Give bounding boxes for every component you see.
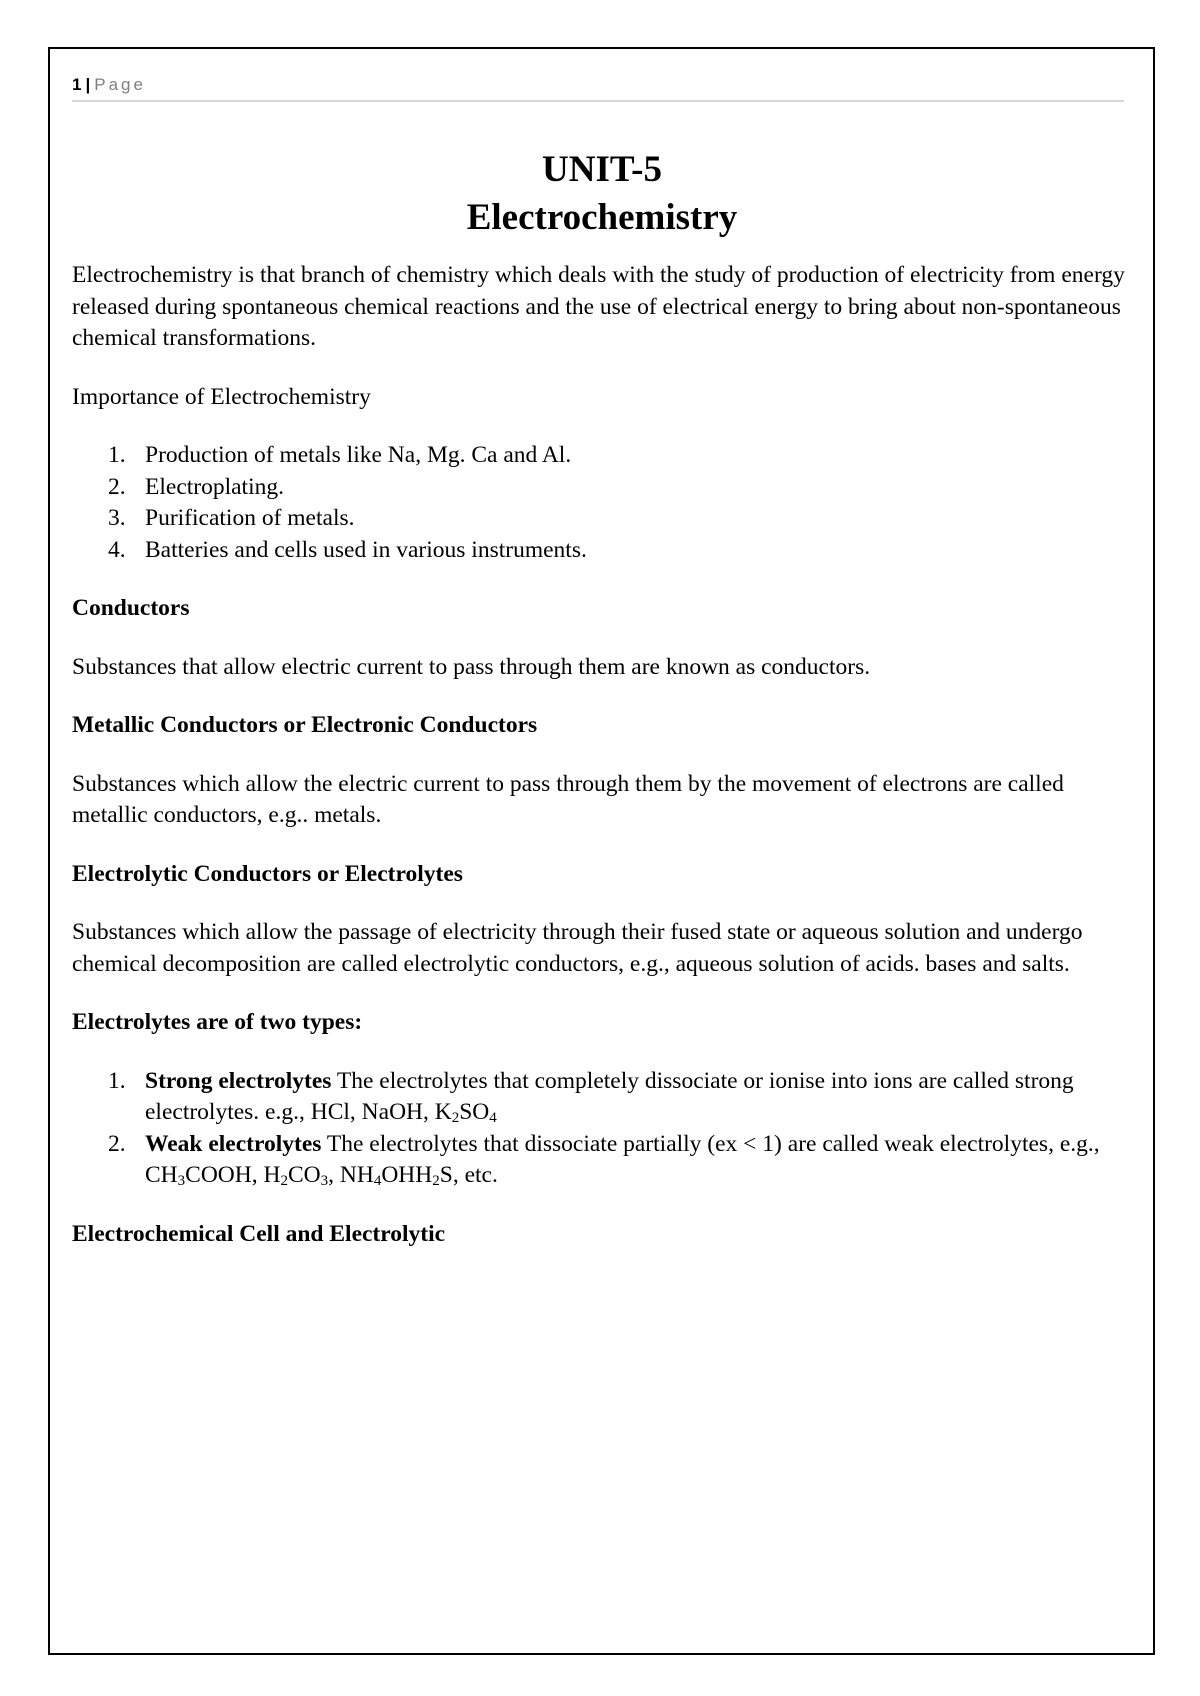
metallic-heading: Metallic Conductors or Electronic Conductors bbox=[72, 712, 538, 738]
page-label: Page bbox=[94, 75, 146, 94]
list-item-weak: 2. Weak electrolytes The electrolytes that dissociate partially (ex < 1) are called weak electrolytes, e.g., $CH_3COOH$, $H_2CO_3$, $NH_4OHH_2S$, etc. bbox=[108, 1130, 1100, 1189]
list-item: 1. Production of metals like Na, Mg. Ca and Al. bbox=[108, 442, 572, 468]
document-body bbox=[72, 146, 1132, 1250]
cell-heading: Electrochemical Cell and Electrolytic bbox=[72, 1220, 446, 1247]
weak-term: Weak electrolytes bbox=[145, 1130, 322, 1157]
types-heading: Electrolytes are of two types: bbox=[72, 1009, 363, 1035]
conductors-text: Substances that allow electric current to pass through them are known as conductors. bbox=[72, 653, 871, 680]
intro-paragraph: Electrochemistry is that branch of chemistry which deals with the study of production of electricity from energy released during spontaneous chemical reactions and the use of electrical energy to bring about non-spontaneous chemical transformations. bbox=[72, 262, 1125, 351]
page-separator: | bbox=[85, 75, 91, 94]
metallic-text: Substances which allow the electric current to pass through them by the movement of electrons are called metallic conductors, e.g.. metals. bbox=[72, 770, 1064, 828]
list-item: 2. Electroplating. bbox=[108, 473, 284, 500]
conductors-heading: Conductors bbox=[72, 595, 190, 621]
electrolyte-types-list bbox=[72, 1066, 1132, 1192]
list-item: 4. Batteries and cells used in various instruments. bbox=[108, 536, 587, 563]
page-header bbox=[72, 74, 1124, 102]
electrolytic-text: Substances which allow the passage of electricity through their fused state or aqueous solution and undergo chemical decomposition are called electrolytic conductors, e.g., aqueous solution of acids. bases and salts. bbox=[72, 919, 1083, 977]
title-unit: UNIT-5 bbox=[542, 149, 662, 190]
importance-heading: Importance of Electrochemistry bbox=[72, 383, 371, 410]
page-number: 1 bbox=[72, 75, 82, 94]
title-subject: Electrochemistry bbox=[466, 197, 738, 238]
strong-term: Strong electrolytes bbox=[145, 1067, 332, 1094]
list-item-strong: 1. Strong electrolytes The electrolytes that completely dissociate or ionise into ions are called strong electrolytes. e.g., HCl, NaOH, $K_2SO_4$ bbox=[108, 1067, 1074, 1126]
importance-list bbox=[72, 440, 1132, 566]
document-title bbox=[72, 146, 1132, 242]
electrolytic-heading: Electrolytic Conductors or Electrolytes bbox=[72, 860, 463, 887]
list-item: 3. Purification of metals. bbox=[108, 505, 355, 531]
